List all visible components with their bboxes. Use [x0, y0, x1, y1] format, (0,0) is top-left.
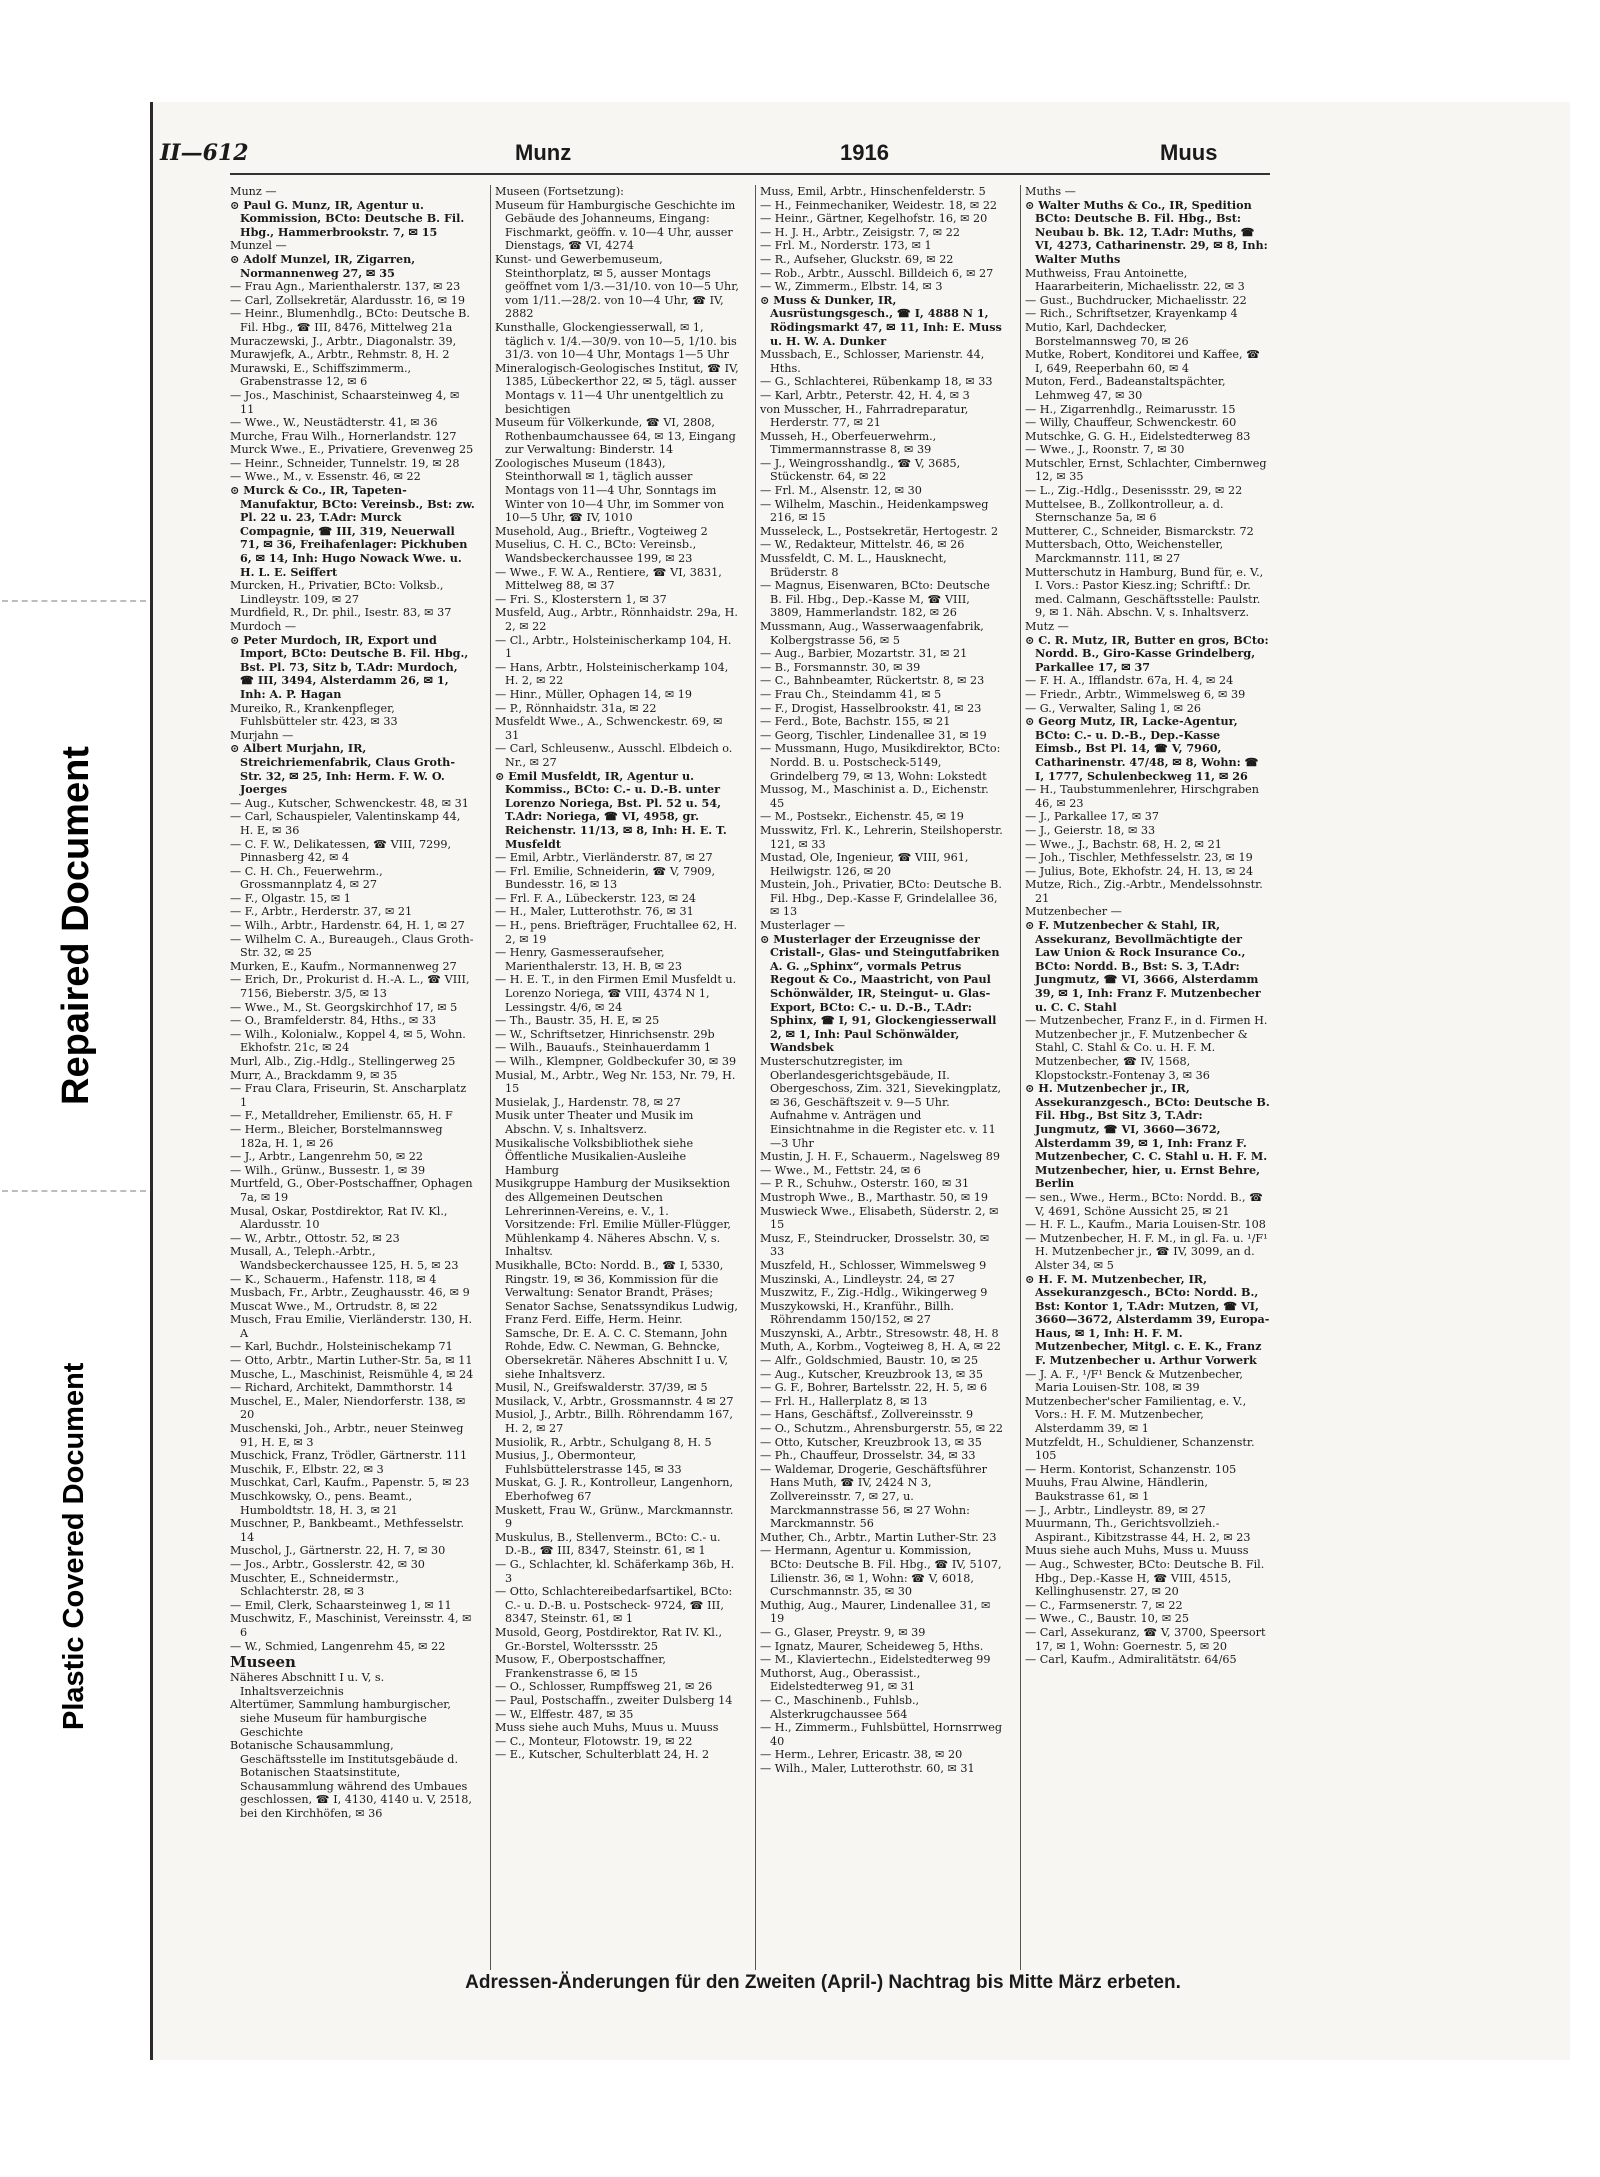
directory-entry: Musius, J., Obermonteur, Fuhlsbüttelerstrasse 145, ✉ 33: [495, 1449, 682, 1476]
directory-entry: Mutterer, C., Schneider, Bismarckstr. 72: [1025, 524, 1254, 538]
directory-entry: ⊙ Walter Muths & Co., IR, Spedition BCto: Deutsche B. Fil. Hbg., Bst: Neubau b. Bk. 12, T.Adr: Muths, ☎ VI, 4273, Catharinenstr. 29, ✉ 8, Inh: Walter Muths: [1025, 197, 1268, 266]
directory-entry: Mutio, Karl, Dachdecker, Borstelmannsweg 70, ✉ 26: [1025, 320, 1189, 348]
directory-entry: Musikgruppe Hamburg der Musiksektion des Allgemeinen Deutschen Lehrerinnen-Vereins, e. V., 1. Vorsitzende: Frl. Emilie Müller-Flügger, Mühlenkamp 4. Näheres Abschn. V, s. Inhaltsv.: [495, 1177, 731, 1259]
directory-entry: — G., Verwalter, Saling 1, ✉ 26: [1025, 701, 1201, 715]
directory-entry: — H., Zigarrenhdlg., Reimarusstr. 15: [1025, 402, 1236, 416]
directory-entry: — Friedr., Arbtr., Wimmelsweg 6, ✉ 39: [1025, 687, 1246, 701]
directory-entry: Muth, A., Korbm., Vogteiweg 8, H. A, ✉ 22: [760, 1340, 1001, 1354]
directory-entry: ⊙ C. R. Mutz, IR, Butter en gros, BCto: Nordd. B., Giro-Kasse Grindelberg, Parkallee 17, ✉ 37: [1025, 632, 1269, 674]
dashed-divider: [2, 1190, 146, 1192]
directory-entry: — Hermann, Agentur u. Kommission, BCto: Deutsche B. Fil. Hbg., ☎ IV, 5107, Lilienstr. 36, ✉ 1, Wohn: ☎ V, 6018, Curschmannstr. 35, ✉ 30: [760, 1544, 1002, 1599]
directory-column-3: [760, 185, 1005, 1970]
directory-entry: — C. H. Ch., Feuerwehrm., Grossmannplatz 4, ✉ 27: [230, 864, 383, 892]
directory-entry: Mutze, Rich., Zig.-Arbtr., Mendelssohnstr. 21: [1025, 878, 1263, 905]
directory-entry: — W., Schriftsetzer, Hinrichsenstr. 29b: [495, 1027, 715, 1041]
directory-entry: — Wilhelm C. A., Bureaugeh., Claus Groth-Str. 32, ✉ 25: [230, 932, 474, 960]
directory-entry: — Wwe., M., Fettstr. 24, ✉ 6: [760, 1163, 921, 1177]
directory-entry: — H., Feinmechaniker, Weidestr. 18, ✉ 22: [760, 198, 998, 212]
directory-entry: Musterschutzregister, im Oberlandesgerichtsgebäude, II. Obergeschoss, Zim. 321, Sievekingplatz, ✉ 36, Geschäftszeit v. 9—5 Uhr. Aufnahme v. Anträgen und Einsichtnahme in die Register etc. v. 11—3 Uhr: [760, 1055, 1002, 1150]
directory-entry: Muszynski, A., Arbtr., Stresowstr. 48, H. 8: [760, 1326, 999, 1340]
directory-entry: Musial, M., Arbtr., Weg Nr. 153, Nr. 79, H. 15: [495, 1068, 736, 1096]
directory-entry: — Alfr., Goldschmied, Baustr. 10, ✉ 25: [760, 1354, 979, 1368]
directory-entry: Muszinski, A., Lindleystr. 24, ✉ 27: [760, 1272, 955, 1286]
directory-entry: Murche, Frau Wilh., Hornerlandstr. 127: [230, 429, 457, 443]
directory-entry: — H., Zimmerm., Fuhlsbüttel, Hornsrrweg 40: [760, 1721, 1002, 1748]
directory-entry: — Ph., Chauffeur, Drosselstr. 34, ✉ 33: [760, 1449, 976, 1463]
directory-entry: Muszwitz, F., Zig.-Hdlg., Wikingerweg 9: [760, 1286, 988, 1300]
directory-entry: Musfeld, Aug., Arbtr., Rönnhaidstr. 29a, H. 2, ✉ 22: [495, 606, 738, 633]
directory-entry: Muschol, J., Gärtnerstr. 22, H. 7, ✉ 30: [230, 1544, 446, 1558]
directory-entry: Mutterschutz in Hamburg, Bund für, e. V., I. Vors.: Pastor Kiesz.ing; Schriftf.: Dr. med. Calmann, Geschäftsstelle: Paulstr. 9, ✉ 1. Näh. Abschn. V, s. Inhaltsverz.: [1025, 565, 1264, 620]
directory-entry: Museum für Hamburgische Geschichte im Gebäude des Johanneums, Eingang: Fischmarkt, geöffn. v. 10—4 Uhr, ausser Dienstags, ☎ VI, 4274: [495, 198, 736, 253]
directory-entry: Musiolik, R., Arbtr., Schulgang 8, H. 5: [495, 1435, 712, 1449]
directory-entry: Muraczewski, J., Arbtr., Diagonalstr. 39,: [230, 334, 457, 348]
directory-entry: — E., Kutscher, Schulterblatt 24, H. 2: [495, 1748, 710, 1762]
directory-entry: — Carl, Kaufm., Admiralitätstr. 64/65: [1025, 1653, 1237, 1667]
directory-entry: Muss siehe auch Muhs, Muus u. Muuss: [495, 1721, 719, 1735]
directory-entry: Musal, Oskar, Postdirektor, Rat IV. Kl., Alardusstr. 10: [230, 1204, 448, 1232]
directory-entry: Mutschler, Ernst, Schlachter, Cimbernweg 12, ✉ 35: [1025, 456, 1267, 484]
header-year: 1916: [840, 140, 889, 165]
directory-entry: — Aug., Kutscher, Kreuzbrook 13, ✉ 35: [760, 1367, 983, 1381]
directory-entry: Musche, L., Maschinist, Reismühle 4, ✉ 24: [230, 1367, 474, 1381]
directory-entry: Musseleck, L., Postsekretär, Hertogestr. 2: [760, 524, 999, 538]
directory-entry: Näheres Abschnitt I u. V, s. Inhaltsverzeichnis: [230, 1671, 385, 1698]
directory-entry: Muschner, P., Bankbeamt., Methfesselstr. 14: [230, 1517, 465, 1544]
directory-entry: — Karl, Arbtr., Peterstr. 42, H. 4, ✉ 3: [760, 388, 970, 402]
directory-entry: Murl, Alb., Zig.-Hdlg., Stellingerweg 25: [230, 1055, 456, 1068]
directory-entry: Musehold, Aug., Brieftr., Vogteiweg 2: [495, 524, 708, 538]
directory-entry: — H., Maler, Lutterothstr. 76, ✉ 31: [495, 905, 694, 919]
directory-entry: — C., Maschinenb., Fuhlsb., Alsterkrugchaussee 564: [760, 1693, 920, 1721]
directory-entry: — Frau Clara, Friseurin, St. Anscharplatz 1: [230, 1082, 467, 1109]
directory-entry: von Musscher, H., Fahrradreparatur, Herderstr. 77, ✉ 21: [760, 402, 969, 430]
directory-entry: — Frl. M., Norderstr. 173, ✉ 1: [760, 239, 932, 253]
directory-entry: — Wilh., Kolonialw., Koppel 4, ✉ 5, Wohn. Ekhofstr. 21c, ✉ 24: [230, 1027, 466, 1055]
directory-entry: Muschik, F., Elbstr. 22, ✉ 3: [230, 1462, 384, 1476]
directory-entry: Mutke, Robert, Konditorei und Kaffee, ☎ I, 649, Reeperbahn 60, ✉ 4: [1025, 348, 1261, 375]
directory-entry: Murcken, H., Privatier, BCto: Volksb., Lindleystr. 109, ✉ 27: [230, 579, 444, 606]
directory-entry: Museen (Fortsetzung):: [495, 185, 624, 198]
directory-entry: Musil, N., Greifswalderstr. 37/39, ✉ 5: [495, 1381, 708, 1395]
directory-entry: Mustin, J. H. F., Schauerm., Nagelsweg 89: [760, 1150, 1001, 1164]
directory-entry: Musall, A., Teleph.-Arbtr., Wandsbeckerchaussee 125, H. 5, ✉ 23: [230, 1245, 459, 1272]
directory-entry: Mussmann, Aug., Wasserwaagenfabrik, Kolbergstrasse 56, ✉ 5: [760, 620, 984, 647]
directory-entry: Murawski, E., Schiffszimmerm., Grabenstrasse 12, ✉ 6: [230, 361, 412, 389]
directory-entry: — Hans, Arbtr., Holsteinischerkamp 104, H. 2, ✉ 22: [495, 660, 729, 688]
directory-entry: — J., Weingrosshandlg., ☎ V, 3685, Stückenstr. 64, ✉ 22: [760, 456, 961, 484]
directory-entry: Muthweiss, Frau Antoinette, Haararbeiterin, Michaelisstr. 22, ✉ 3: [1025, 266, 1245, 294]
directory-entry: Mussog, M., Maschinist a. D., Eichenstr. 45: [760, 783, 989, 810]
directory-entry: — Wwe., C., Baustr. 10, ✉ 25: [1025, 1612, 1190, 1626]
directory-entry: — Frl. F. A., Lübeckerstr. 123, ✉ 24: [495, 891, 696, 905]
directory-entry: Musikalische Volksbibliothek siehe Öffentliche Musikalien-Ausleihe Hamburg: [495, 1136, 694, 1177]
directory-entry: — Ignatz, Maurer, Scheideweg 5, Hths.: [760, 1639, 984, 1653]
directory-entry: Museum für Völkerkunde, ☎ VI, 2808, Rothenbaumchaussee 64, ✉ 13, Eingang zur Verwaltung: Binderstr. 14: [495, 416, 736, 457]
directory-entry: — F., Arbtr., Herderstr. 37, ✉ 21: [230, 905, 413, 919]
directory-entry: — Willy, Chauffeur, Schwenckestr. 60: [1025, 416, 1237, 430]
directory-entry: Botanische Schausammlung, Geschäftsstelle im Institutsgebäude d. Botanischen Staatsinstitute, Schausammlung während des Umbaues geschlossen, ☎ I, 4130, 4140 u. V, 2518, bei den Kirchhöfen, ✉ 36: [230, 1739, 472, 1821]
directory-entry: — Georg, Tischler, Lindenallee 31, ✉ 19: [760, 728, 987, 742]
directory-entry: — F. H. A., Ifflandstr. 67a, H. 4, ✉ 24: [1025, 674, 1234, 688]
directory-entry: — Frau Ch., Steindamm 41, ✉ 5: [760, 687, 942, 701]
directory-entry: Muthig, Aug., Maurer, Lindenallee 31, ✉ 19: [760, 1598, 991, 1626]
directory-entry: — Waldemar, Drogerie, Geschäftsführer Hans Muth, ☎ IV, 2424 N 3, Zollvereinsstr. 7, ✉ 27, u. Marckmannstrasse 56, ✉ 27 Wohn: Marckmannstr. 56: [760, 1462, 987, 1531]
directory-entry: — Otto, Schlachtereibedarfsartikel, BCto: C.- u. D.-B. u. Postscheck- 9724, ☎ III, 8347, Steinstr. 61, ✉ 1: [495, 1585, 733, 1626]
side-label-repaired: Repaired Document: [55, 746, 97, 1105]
directory-entry: — F., Drogist, Hasselbrookstr. 41, ✉ 23: [760, 701, 982, 715]
directory-entry: — Aug., Schwester, BCto: Deutsche B. Fil. Hbg., Dep.-Kasse H, ☎ VIII, 4515, Kellinghusenstr. 27, ✉ 20: [1025, 1557, 1265, 1599]
directory-entry: — Wwe., F. W. A., Rentiere, ☎ VI, 3831, Mittelweg 88, ✉ 37: [495, 565, 722, 593]
directory-entry: Murken, E., Kaufm., Normannenweg 27: [230, 959, 457, 973]
directory-entry: Muuhs, Frau Alwine, Händlerin, Baukstrasse 61, ✉ 1: [1025, 1476, 1208, 1503]
directory-entry: Musterlager —: [760, 919, 845, 933]
directory-entry: Musiol, J., Arbtr., Billh. Röhrendamm 167, H. 2, ✉ 27: [495, 1408, 733, 1436]
directory-entry: Muschenski, Joh., Arbtr., neuer Steinweg 91, H. E, ✉ 3: [230, 1422, 464, 1449]
column-separator: [1020, 185, 1021, 1970]
directory-entry: — G., Schlachterei, Rübenkamp 18, ✉ 33: [760, 375, 993, 389]
directory-entry: — Ferd., Bote, Bachstr. 155, ✉ 21: [760, 715, 951, 729]
page-edge: [1570, 102, 1600, 2060]
directory-entry: Murtfeld, G., Ober-Postschaffner, Ophagen 7a, ✉ 19: [230, 1177, 473, 1204]
directory-entry: — Wilh., Klempner, Goldbeckufer 30, ✉ 39: [495, 1055, 737, 1068]
directory-entry: — Wwe., M., v. Essenstr. 46, ✉ 22: [230, 470, 421, 484]
directory-entry: — P., Rönnhaidstr. 31a, ✉ 22: [495, 701, 657, 715]
directory-entry: — Wilh., Arbtr., Hardenstr. 64, H. 1, ✉ 27: [230, 919, 465, 933]
directory-entry: — Carl, Assekuranz, ☎ V, 3700, Speersort 17, ✉ 1, Wohn: Goernestr. 5, ✉ 20: [1025, 1625, 1266, 1653]
directory-entry: — J. A. F., ¹/F¹ Benck & Mutzenbecher, Maria Louisen-Str. 108, ✉ 39: [1025, 1367, 1243, 1395]
directory-entry: — W., Arbtr., Ottostr. 52, ✉ 23: [230, 1231, 400, 1245]
directory-entry: Murdfield, R., Dr. phil., Isestr. 83, ✉ 37: [230, 606, 452, 620]
directory-entry: — Wwe., M., St. Georgskirchhof 17, ✉ 5: [230, 1000, 458, 1014]
directory-entry: Munz —: [230, 185, 277, 198]
directory-entry: Musswitz, Frl. K., Lehrerin, Steilshoperstr. 121, ✉ 33: [760, 823, 1003, 851]
directory-entry: — Erich, Dr., Prokurist d. H.-A. L., ☎ VIII, 7156, Bieberstr. 3/5, ✉ 13: [230, 973, 470, 1001]
directory-column-2: [495, 185, 740, 1970]
directory-entry: — W., Elffestr. 487, ✉ 35: [495, 1707, 634, 1721]
directory-entry: — Fri. S., Klosterstern 1, ✉ 37: [495, 592, 667, 606]
dashed-divider: [2, 600, 146, 602]
directory-entry: — Henry, Gasmesseraufseher, Marienthalerstr. 13, H. B, ✉ 23: [495, 946, 682, 973]
directory-entry: ⊙ Murck & Co., IR, Tapeten-Manufaktur, BCto: Vereinsb., Bst: zw. Pl. 22 u. 23, T.Adr: Murck Compagnie, ☎ III, 319, Neuerwall 71, ✉ 36, Freihafenlager: Pickhuben 6, ✉ 14, Inh: Hugo Nowack Wwe. u. H. L. E. Seiffert: [230, 483, 475, 579]
directory-entry: Museen: [230, 1653, 296, 1672]
directory-entry: Muschkat, Carl, Kaufm., Papenstr. 5, ✉ 23: [230, 1476, 470, 1490]
directory-entry: Musz, F., Steindrucker, Drosselstr. 30, ✉ 33: [760, 1231, 990, 1259]
directory-entry: ⊙ H. F. M. Mutzenbecher, IR, Assekuranzgesch., BCto: Nordd. B., Bst: Kontor 1, T.Adr: Mutzen, ☎ VI, 3660—3672, Alsterdamm 39, Europa-Haus, ✉ 1, Inh: H. F. M. Mutzenbecher, Mitgl. c. E. K., Franz F. Mutzenbecher u. Arthur Vorwerk: [1025, 1271, 1270, 1368]
directory-entry: — J., Geierstr. 18, ✉ 33: [1025, 823, 1156, 837]
directory-entry: — Rich., Schriftsetzer, Krayenkamp 4: [1025, 307, 1238, 321]
directory-entry: Muss, Emil, Arbtr., Hinschenfelderstr. 5: [760, 185, 986, 198]
column-separator: [755, 185, 756, 1970]
directory-entry: — Mutzenbecher, Franz F., in d. Firmen H. Mutzenbecher jr., F. Mutzenbecher & Stahl, C. Stahl & Co. u. H. F. M. Mutzenbecher, ☎ IV, 1568, Klopstockstr.-Fontenay 3, ✉ 36: [1025, 1014, 1268, 1082]
directory-entry: Muurmann, Th., Gerichtsvollzieh.-Aspirant., Kibitzstrasse 44, H. 2, ✉ 23: [1025, 1517, 1251, 1544]
directory-entry: Munzel —: [230, 239, 287, 253]
directory-entry: — Emil, Arbtr., Vierländerstr. 87, ✉ 27: [495, 851, 713, 865]
directory-entry: — Rob., Arbtr., Ausschl. Billdeich 6, ✉ 27: [760, 266, 994, 280]
directory-entry: — H. J. H., Arbtr., Zeisigstr. 7, ✉ 22: [760, 225, 960, 239]
directory-entry: Musik unter Theater und Musik im Abschn. V, s. Inhaltsverz.: [495, 1109, 694, 1136]
header-rule: [230, 173, 1270, 175]
directory-entry: Zoologisches Museum (1843), Steinthorwall ✉ 1, täglich ausser Montags von 11—4 Uhr, Sonntags im Winter von 10—4 Uhr, im Sommer von 10—5 Uhr, ☎ IV, 1010: [495, 456, 725, 525]
directory-entry: Muus siehe auch Muhs, Muss u. Muuss: [1025, 1544, 1249, 1558]
directory-entry: ⊙ Peter Murdoch, IR, Export und Import, BCto: Deutsche B. Fil. Hbg., Bst. Pl. 73, Sitz b, T.Adr: Murdoch, ☎ III, 3494, Alsterdamm 26, ✉ 1, Inh: A. P. Hagan: [230, 632, 469, 701]
directory-entry: ⊙ H. Mutzenbecher jr., IR, Assekuranzgesch., BCto: Deutsche B. Fil. Hbg., Bst Sitz 3, T.Adr: Jungmutz, ☎ VI, 3660—3672, Alsterdamm 39, ✉ 1, Inh: Franz F. Mutzenbecher, C. C. Stahl u. H. F. M. Mutzenbecher, hier, u. Ernst Behre, Berlin: [1025, 1081, 1270, 1191]
page-number: II—612: [160, 140, 249, 166]
directory-entry: — J., Arbtr., Lindleystr. 89, ✉ 27: [1025, 1503, 1206, 1517]
directory-entry: — Hinr., Müller, Ophagen 14, ✉ 19: [495, 687, 693, 701]
directory-entry: — Joh., Tischler, Methfesselstr. 23, ✉ 19: [1025, 851, 1253, 865]
directory-entry: Musilack, V., Arbtr., Grossmannstr. 4 ✉ 27: [495, 1394, 734, 1408]
directory-entry: — Jos., Maschinist, Schaarsteinweg 4, ✉ 11: [230, 388, 460, 416]
directory-entry: Murck Wwe., E., Privatiere, Grevenweg 25: [230, 443, 474, 457]
directory-entry: — O., Bramfelderstr. 84, Hths., ✉ 33: [230, 1014, 437, 1028]
directory-entry: — B., Forsmannstr. 30, ✉ 39: [760, 660, 921, 674]
directory-entry: Kunst- und Gewerbemuseum, Steinthorplatz, ✉ 5, ausser Montags geöffnet vom 1/3.—31/10. von 10—5 Uhr, vom 1/11.—28/2. von 10—4 Uhr, ☎ IV, 2882: [495, 252, 739, 321]
directory-entry: — G. F., Bohrer, Bartelsstr. 22, H. 5, ✉ 6: [760, 1381, 988, 1395]
directory-entry: Mutz —: [1025, 620, 1069, 633]
directory-entry: — Mutzenbecher, H. F. M., in gl. Fa. u. ¹/F¹ H. Mutzenbecher jr., ☎ IV, 3099, an d. Alster 34, ✉ 5: [1025, 1231, 1268, 1272]
directory-entry: Muskulus, B., Stellenverm., BCto: C.- u. D.-B., ☎ III, 8347, Steinstr. 61, ✉ 1: [495, 1530, 721, 1558]
directory-entry: Muszfeld, H., Schlosser, Wimmelsweg 9: [760, 1258, 987, 1272]
directory-entry: — Heinr., Schneider, Tunnelstr. 19, ✉ 28: [230, 456, 460, 470]
directory-entry: — Frl. H., Hallerplatz 8, ✉ 13: [760, 1394, 928, 1408]
directory-entry: — F., Metalldreher, Emilienstr. 65, H. F: [230, 1109, 453, 1123]
column-separator: [490, 185, 491, 1970]
directory-entry: ⊙ F. Mutzenbecher & Stahl, IR, Assekuranz, Bevollmächtigte der Law Union & Rock Insurance Co., BCto: Nordd. B., Bst: S. 3, T.Adr: Jungmutz, ☎ VI, 3666, Alsterdamm 39, ✉ 1, Inh: Franz F. Mutzenbecher u. C. C. Stahl: [1025, 918, 1261, 1014]
directory-entry: Muttelsee, B., Zollkontrolleur, a. d. Sternschanze 5a, ✉ 6: [1025, 497, 1224, 525]
directory-entry: ⊙ Muss & Dunker, IR, Ausrüstungsgesch., ☎ I, 4888 N 1, Rödingsmarkt 47, ✉ 11, Inh: E. Muss u. H. W. A. Dunker: [760, 292, 1002, 348]
directory-entry: ⊙ Musterlager der Erzeugnisse der Cristall-, Glas- und Steingutfabriken A. G. „Sphinx“, vormals Petrus Regout & Co., Maastricht, von Paul Schönwälder, IR, Steingut- u. Glas-Export, BCto: C.- u. D.-B., T.Adr: Sphinx, ☎ I, 91, Glockengiesserwall 2, ✉ 1, Inh: Paul Schönwälder, Wandsbek: [760, 931, 1000, 1055]
directory-entry: — Wilh., Grünw., Bussestr. 1, ✉ 39: [230, 1163, 426, 1177]
directory-entry: — H., pens. Briefträger, Fruchtallee 62, H. 2, ✉ 19: [495, 919, 738, 946]
directory-entry: — C., Monteur, Flotowstr. 19, ✉ 22: [495, 1734, 693, 1748]
directory-entry: — Aug., Kutscher, Schwenckestr. 48, ✉ 31: [230, 796, 469, 810]
directory-entry: Musielak, J., Hardenstr. 78, ✉ 27: [495, 1095, 681, 1109]
directory-entry: — Carl, Schauspieler, Valentinskamp 44, H. E, ✉ 36: [230, 810, 461, 837]
directory-column-1: [230, 185, 475, 1970]
directory-entry: Muschwitz, F., Maschinist, Vereinsstr. 4, ✉ 6: [230, 1612, 472, 1639]
directory-entry: ⊙ Paul G. Munz, IR, Agentur u. Kommission, BCto: Deutsche B. Fil. Hbg., Hammerbrookstr. 7, ✉ 15: [230, 197, 465, 239]
directory-entry: — Otto, Kutscher, Kreuzbrook 13, ✉ 35: [760, 1435, 982, 1449]
directory-entry: Muszykowski, H., Kranführ., Billh. Röhrendamm 150/152, ✉ 27: [760, 1299, 954, 1327]
directory-entry: — Julius, Bote, Ekhofstr. 24, H. 13, ✉ 24: [1025, 864, 1254, 878]
directory-entry: Mustein, Joh., Privatier, BCto: Deutsche B. Fil. Hbg., Dep.-Kasse F, Grindelallee 36, ✉ 13: [760, 878, 1002, 919]
directory-entry: — G., Schlachter, kl. Schäferkamp 36b, H. 3: [495, 1557, 735, 1585]
directory-entry: — K., Schauerm., Hafenstr. 118, ✉ 4: [230, 1272, 437, 1286]
directory-entry: Muton, Ferd., Badeanstaltspächter, Lehmweg 47, ✉ 30: [1025, 375, 1226, 402]
directory-entry: — H. E. T., in den Firmen Emil Musfeldt u. Lorenzo Noriega, ☎ VIII, 4374 N 1, Lessingstr. 4/6, ✉ 24: [495, 973, 737, 1014]
directory-entry: — Wilh., Maler, Lutterothstr. 60, ✉ 31: [760, 1761, 975, 1775]
directory-entry: — W., Zimmerm., Elbstr. 14, ✉ 3: [760, 280, 943, 294]
directory-entry: Muthorst, Aug., Oberassist., Eidelstedterweg 91, ✉ 31: [760, 1666, 921, 1694]
directory-entry: — M., Klaviertechn., Eidelstedterweg 99: [760, 1653, 991, 1667]
directory-entry: — W., Redakteur, Mittelstr. 46, ✉ 26: [760, 538, 965, 552]
directory-entry: ⊙ Emil Musfeldt, IR, Agentur u. Kommiss., BCto: C.- u. D.-B. unter Lorenzo Noriega, Bst. Pl. 52 u. 54, T.Adr: Noriega, ☎ VI, 4958, gr. Reichenstr. 11/13, ✉ 8, Inh: H. E. T. Musfeldt: [495, 768, 727, 851]
footer-notice: Adressen-Änderungen für den Zweiten (April-) Nachtrag bis Mitte März erbeten.: [465, 1972, 1181, 1993]
directory-entry: Murjahn —: [230, 728, 294, 742]
directory-entry: Muther, Ch., Arbtr., Martin Luther-Str. 23: [760, 1530, 997, 1544]
directory-entry: — Wwe., J., Roonstr. 7, ✉ 30: [1025, 443, 1185, 457]
directory-entry: — Magnus, Eisenwaren, BCto: Deutsche B. Fil. Hbg., Dep.-Kasse M, ☎ VIII, 3809, Hammerlandstr. 182, ✉ 26: [760, 579, 990, 620]
directory-entry: Murr, A., Brackdamm 9, ✉ 35: [230, 1068, 398, 1082]
directory-entry: — sen., Wwe., Herm., BCto: Nordd. B., ☎ V, 4691, Schöne Aussicht 25, ✉ 21: [1025, 1190, 1264, 1218]
directory-entry: Muths —: [1025, 185, 1076, 198]
directory-entry: — Aug., Barbier, Mozartstr. 31, ✉ 21: [760, 647, 968, 661]
directory-entry: — H. F. L., Kaufm., Maria Louisen-Str. 108: [1025, 1218, 1266, 1232]
directory-entry: — O., Schlosser, Rumpffsweg 21, ✉ 26: [495, 1680, 713, 1694]
directory-entry: Kunsthalle, Glockengiesserwall, ✉ 1, täglich v. 1/4.—30/9. von 10—5, 1/10. bis 31/3. von 10—4 Uhr, Montags 1—5 Uhr: [495, 320, 737, 362]
directory-entry: — Frau Agn., Marienthalerstr. 137, ✉ 23: [230, 280, 461, 294]
directory-entry: Murdoch —: [230, 620, 297, 633]
directory-entry: — Emil, Clerk, Schaarsteinweg 1, ✉ 11: [230, 1598, 452, 1612]
directory-entry: Muskat, G. J. R., Kontrolleur, Langenhorn, Eberhofweg 67: [495, 1476, 734, 1503]
directory-entry: Muttersbach, Otto, Weichensteller, Marckmannstr. 111, ✉ 27: [1025, 538, 1224, 566]
directory-entry: — Richard, Architekt, Dammthorstr. 14: [230, 1381, 453, 1395]
directory-entry: — J., Arbtr., Langenrehm 50, ✉ 22: [230, 1150, 424, 1164]
directory-entry: — Heinr., Gärtner, Kegelhofstr. 16, ✉ 20: [760, 212, 988, 226]
directory-column-4: [1025, 185, 1270, 1970]
directory-entry: Mussfeldt, C. M. L., Hausknecht, Brüderstr. 8: [760, 552, 947, 579]
directory-entry: Mineralogisch-Geologisches Institut, ☎ IV, 1385, Lübeckerthor 22, ✉ 5, tägl. ausser Montags v. 11—4 Uhr unentgeltlich zu besichtigen: [495, 361, 739, 416]
directory-entry: Muschter, E., Schneidermstr., Schlachterstr. 28, ✉ 3: [230, 1571, 399, 1599]
side-label-plastic-covered: Plastic Covered Document: [58, 1362, 90, 1730]
directory-entry: — Carl, Schleusenw., Ausschl. Elbdeich o. Nr., ✉ 27: [495, 742, 733, 769]
directory-entry: Musbach, Fr., Arbtr., Zeughausstr. 46, ✉ 9: [230, 1286, 470, 1300]
directory-entry: — G., Glaser, Preystr. 9, ✉ 39: [760, 1625, 926, 1639]
directory-entry: Musch, Frau Emilie, Vierländerstr. 130, H. A: [230, 1313, 473, 1340]
directory-entry: — F., Olgastr. 15, ✉ 1: [230, 891, 351, 905]
directory-entry: Mureiko, R., Krankenpfleger, Fuhlsbütteler str. 423, ✉ 33: [230, 701, 398, 729]
directory-entry: Musikhalle, BCto: Nordd. B., ☎ I, 5330, Ringstr. 19, ✉ 36, Kommission für die Verwaltung: Senator Brandt, Präses; Senator Sachse, Senatssyndikus Ludwig, Franz Ferd. Eiffe, Herm. Heinr. Samsche, Dr. E. A. C. C. Stemann, John Rohde, Edw. C. Newman, G. Behncke, Obersekretär. Näheres Abschnitt I u. V, siehe Inhaltsverz.: [495, 1258, 738, 1381]
directory-entry: — O., Schutzm., Ahrensburgerstr. 55, ✉ 22: [760, 1422, 1003, 1436]
directory-entry: — Wilhelm, Maschin., Heidenkampsweg 216, ✉ 15: [760, 497, 989, 525]
directory-entry: — C., Bahnbeamter, Rückertstr. 8, ✉ 23: [760, 674, 985, 688]
directory-entry: — W., Schmied, Langenrehm 45, ✉ 22: [230, 1639, 446, 1653]
directory-entry: Musfeldt Wwe., A., Schwenckestr. 69, ✉ 31: [495, 715, 723, 742]
directory-entry: Mustroph Wwe., B., Marthastr. 50, ✉ 19: [760, 1190, 988, 1204]
directory-entry: — Cl., Arbtr., Holsteinischerkamp 104, H. 1: [495, 633, 732, 661]
directory-entry: ⊙ Georg Mutz, IR, Lacke-Agentur, BCto: C.- u. D.-B., Dep.-Kasse Eimsb., Bst Pl. 14, ☎ V, 7960, Catharinenstr. 47/48, ✉ 8, Wohn: ☎ I, 1777, Schulenbeckweg 11, ✉ 26: [1025, 714, 1259, 783]
directory-entry: — Frl. Emilie, Schneiderin, ☎ V, 7909, Bundesstr. 16, ✉ 13: [495, 864, 716, 892]
directory-entry: — L., Zig.-Hdlg., Desenissstr. 29, ✉ 22: [1025, 484, 1243, 498]
directory-entry: Muschel, E., Maler, Niendorferstr. 138, ✉ 20: [230, 1394, 466, 1422]
directory-entry: — J., Parkallee 17, ✉ 37: [1025, 810, 1159, 824]
directory-entry: ⊙ Albert Murjahn, IR, Streichriemenfabrik, Claus Groth-Str. 32, ✉ 25, Inh: Herm. F. W. O. Joerges: [230, 741, 455, 797]
directory-entry: — Paul, Postschaffn., zweiter Dulsberg 14: [495, 1693, 733, 1707]
directory-entry: — H., Taubstummenlehrer, Hirschgraben 46, ✉ 23: [1025, 783, 1259, 810]
directory-entry: Muschick, Franz, Trödler, Gärtnerstr. 111: [230, 1449, 468, 1463]
directory-entry: — Herm., Lehrer, Ericastr. 38, ✉ 20: [760, 1748, 963, 1762]
directory-entry: Altertümer, Sammlung hamburgischer, siehe Museum für hamburgische Geschichte: [230, 1698, 451, 1739]
directory-entry: Mussbach, E., Schlosser, Marienstr. 44, Hths.: [760, 348, 985, 375]
directory-entry: Mutzfeldt, H., Schuldiener, Schanzenstr. 105: [1025, 1435, 1255, 1463]
directory-entry: — Gust., Buchdrucker, Michaelisstr. 22: [1025, 293, 1247, 307]
directory-entry: — Wwe., J., Bachstr. 68, H. 2, ✉ 21: [1025, 837, 1222, 851]
directory-entry: Mutzenbecher'scher Familientag, e. V., Vors.: H. F. M. Mutzenbecher, Alsterdamm 39, ✉ 1: [1025, 1394, 1247, 1436]
directory-entry: — Mussmann, Hugo, Musikdirektor, BCto: Nordd. B. u. Postscheck-5149, Grindelberg 79, ✉ 13, Wohn: Lokstedt: [760, 742, 1001, 783]
directory-entry: Mustad, Ole, Ingenieur, ☎ VIII, 961, Heilwigstr. 126, ✉ 20: [760, 851, 969, 878]
directory-entry: — Herm. Kontorist, Schanzenstr. 105: [1025, 1462, 1237, 1476]
directory-entry: — Th., Baustr. 35, H. E, ✉ 25: [495, 1014, 660, 1028]
directory-entry: — M., Postsekr., Eichenstr. 45, ✉ 19: [760, 810, 964, 824]
directory-entry: Musold, Georg, Postdirektor, Rat IV. Kl., Gr.-Borstel, Wolterssstr. 25: [495, 1625, 723, 1653]
directory-entry: Muselius, C. H. C., BCto: Vereinsb., Wandsbeckerchaussee 199, ✉ 23: [495, 538, 697, 566]
directory-entry: — Herm., Bleicher, Borstelmannsweg 182a, H. 1, ✉ 26: [230, 1122, 443, 1150]
directory-entry: Mutschke, G. G. H., Eidelstedterweg 83: [1025, 429, 1251, 443]
directory-entry: — C. F. W., Delikatessen, ☎ VIII, 7299, Pinnasberg 42, ✉ 4: [230, 837, 452, 865]
directory-entry: — Jos., Arbtr., Gosslerstr. 42, ✉ 30: [230, 1557, 425, 1571]
directory-entry: — Hans, Geschäftsf., Zollvereinsstr. 9: [760, 1408, 974, 1422]
directory-entry: Musow, F., Oberpostschaffner, Frankenstrasse 6, ✉ 15: [495, 1653, 666, 1680]
directory-entry: — Wwe., W., Neustädterstr. 41, ✉ 36: [230, 416, 438, 430]
directory-entry: — Otto, Arbtr., Martin Luther-Str. 5a, ✉ 11: [230, 1354, 473, 1368]
directory-entry: — Frl. M., Alsenstr. 12, ✉ 30: [760, 484, 922, 498]
directory-entry: — C., Farmsenerstr. 7, ✉ 22: [1025, 1598, 1183, 1612]
directory-entry: — P. R., Schuhw., Osterstr. 160, ✉ 31: [760, 1177, 970, 1191]
directory-entry: — Heinr., Blumenhdlg., BCto: Deutsche B. Fil. Hbg., ☎ III, 8476, Mittelweg 21a: [230, 307, 470, 334]
header-right-word: Muus: [1160, 140, 1218, 165]
directory-entry: ⊙ Adolf Munzel, IR, Zigarren, Normannenweg 27, ✉ 35: [230, 251, 416, 280]
header-left-word: Munz: [515, 140, 572, 165]
directory-entry: — Karl, Buchdr., Holsteinischekamp 71: [230, 1340, 453, 1354]
directory-entry: Muschkowsky, O., pens. Beamt., Humboldtstr. 18, H. 3, ✉ 21: [230, 1490, 413, 1517]
left-margin-strip: [0, 0, 148, 2177]
directory-entry: Muswieck Wwe., Elisabeth, Süderstr. 2, ✉ 15: [760, 1204, 999, 1232]
directory-entry: Muscat Wwe., M., Ortrudstr. 8, ✉ 22: [230, 1299, 438, 1313]
directory-entry: Muskett, Frau W., Grünw., Marckmannstr. 9: [495, 1503, 734, 1531]
directory-entry: — Carl, Zollsekretär, Alardusstr. 16, ✉ 19: [230, 293, 465, 307]
directory-entry: — Wilh., Bauaufs., Steinhauerdamm 1: [495, 1041, 711, 1055]
directory-entry: — R., Aufseher, Gluckstr. 69, ✉ 22: [760, 252, 954, 266]
directory-entry: Mutzenbecher —: [1025, 905, 1122, 919]
directory-entry: Murawjefk, A., Arbtr., Rehmstr. 8, H. 2: [230, 348, 450, 362]
directory-entry: Musseh, H., Oberfeuerwehrm., Timmermannstrasse 8, ✉ 39: [760, 429, 937, 457]
